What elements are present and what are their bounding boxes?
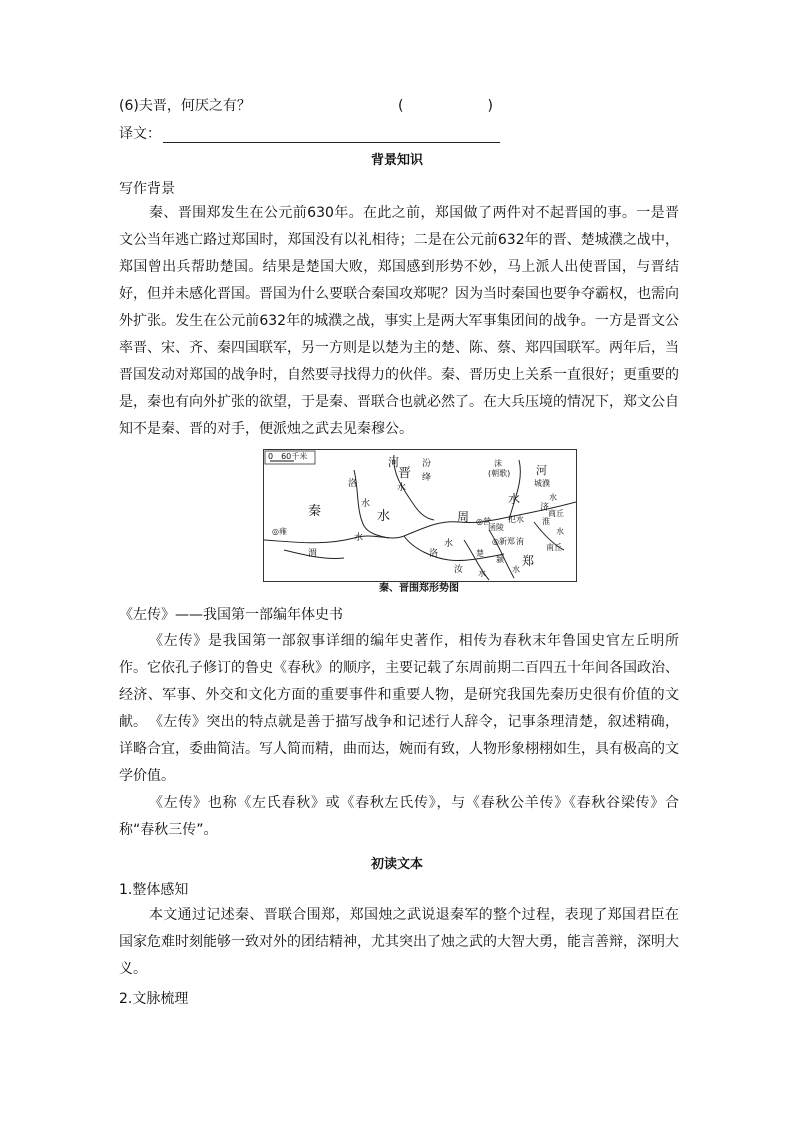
map-label-shui-top: 水: [397, 483, 407, 493]
map-label-fen: 汾: [422, 459, 432, 469]
map-label-shui-right: 水: [549, 493, 557, 502]
map-label-ying: ◎营: [476, 517, 491, 526]
luo-river: [404, 536, 504, 561]
map-label-he2: 河: [536, 464, 547, 477]
map-label-fanshui: 氾水: [508, 515, 524, 524]
reading-heading: 初读文本: [370, 857, 423, 872]
map-label-jin: 晋: [398, 466, 412, 481]
map-label-shangqiu: 商丘: [548, 509, 564, 518]
map-label-shui1: 水: [361, 499, 371, 509]
map-label-wei-river: 洧: [516, 537, 524, 546]
map-label-chu: 楚: [476, 549, 484, 558]
map-label-chaoge2: (朝歌): [488, 469, 511, 478]
map-caption: 秦、晋围郑形势图: [379, 583, 459, 594]
map-label-ji: 济: [540, 503, 550, 513]
map-figure: [263, 449, 577, 582]
map-label-chaoge1: 沫: [494, 459, 502, 468]
map-label-river-water: 水: [377, 509, 391, 524]
map-label-xinzheng: ◎新郑: [492, 537, 515, 546]
map-label-luo2: 洛: [429, 549, 439, 559]
map-label-shui-luo: 水: [444, 539, 454, 549]
map-label-zheng: 郑: [522, 554, 535, 568]
map-label-wei: 渭: [308, 549, 318, 559]
zuozhuan-paragraph-3: 《左传》也称《左氏春秋》或《春秋左氏传》，与《春秋公羊传》《春秋谷梁传》合称“春秋三传”。: [119, 795, 679, 838]
reading-item-2: 2.文脉梳理: [119, 991, 189, 1007]
map-label-yong: ◎雍: [272, 527, 287, 536]
zuozhuan-paragraph-1: 《左传》是我国第一部叙事详细的编年史著作，相传为春秋末年鲁国史官左丘明所作。它依孔子修订的鲁史《春秋》的顺序，主要记载了东周前期二百四五十年间各国政治、经济、军事、外交和文化方面的重要事件和重要人物，是研究我国先秦历史很有价值的文献。: [119, 633, 679, 730]
map-label-he1: 河: [388, 456, 399, 469]
map-label-shui-ru: 水: [478, 569, 486, 578]
map-label-qin: 秦: [308, 504, 322, 519]
map-label-luo1: 洛: [348, 479, 358, 489]
map-scale-text: 0 60千米: [268, 452, 308, 461]
map-label-water-big: 水: [508, 492, 521, 506]
map-label-shui-wei: 水: [354, 533, 364, 543]
map-label-shui-wei-r: 水: [556, 527, 564, 536]
translation-label: 译文：: [119, 126, 161, 142]
question-item: (6)夫晋，何厌之有？: [119, 98, 251, 114]
map-label-nanqiu: 南丘: [546, 543, 562, 552]
zuozhuan-paragraph-2: 《左传》突出的特点就是善于描写战争和记述行人辞令，记事条理清楚，叙述精确，详略合宜，委曲简洁。写人简而精，曲而达，婉而有致，人物形象栩栩如生，具有极高的文学价值。: [119, 714, 679, 784]
translation-line: [119, 125, 500, 143]
map-label-hanling: 函陵: [488, 523, 504, 532]
map-label-jiang: 绛: [422, 473, 432, 483]
answer-parentheses: ( ): [398, 98, 493, 114]
luo-north-river: [354, 470, 389, 538]
map-label-ying-river: 颍: [496, 555, 504, 564]
map-label-ru: 汝: [454, 565, 464, 575]
reading-item-1: 1.整体感知: [119, 882, 189, 898]
map-label-chengpu: 城濮: [534, 479, 550, 488]
map-label-huai: 淮: [542, 517, 550, 526]
translation-blank[interactable]: [163, 128, 500, 143]
map-label-zhou: 周: [457, 510, 470, 524]
background-heading: 背景知识: [370, 153, 423, 168]
zuozhuan-heading: 《左传》——我国第一部编年体史书: [119, 607, 343, 623]
background-paragraph: 秦、晋围郑发生在公元前630年。在此之前，郑国做了两件对不起晋国的事。一是晋文公当年逃亡路过郑国时，郑国没有以礼相待；二是在公元前632年的晋、楚城濮之战中，郑国曾出兵帮助楚国。结果是楚国大败，郑国感到形势不妙，马上派人出使晋国，与晋结好，但并未感化晋国。晋国为什么要联合秦国攻郑呢？因为当时秦国也要争夺霸权，也需向外扩张。发生在公元前632年的城濮之战，事实上是两大军事集团间的战争。一方是晋文公率晋、宋、齐、秦四国联军，另一方则是以楚为主的楚、陈、蔡、郑四国联军。两年后，当晋国发动对郑国的战争时，自然要寻找得力的伙伴。秦、晋历史上关系一直很好；更重要的是，秦也有向外扩张的欲望，于是秦、晋联合也就必然了。在大兵压境的情况下，郑文公自知不是秦、晋的对手，便派烛之武去见秦穆公。: [119, 205, 679, 437]
map-label-shui-ying: 水: [512, 565, 520, 574]
background-subheading: 写作背景: [119, 181, 175, 197]
reading-paragraph: 本文通过记述秦、晋联合围郑，郑国烛之武说退秦军的整个过程，表现了郑国君臣在国家危难时刻能够一致对外的团结精神，尤其突出了烛之武的大智大勇，能言善辩，深明大义。: [119, 907, 679, 977]
